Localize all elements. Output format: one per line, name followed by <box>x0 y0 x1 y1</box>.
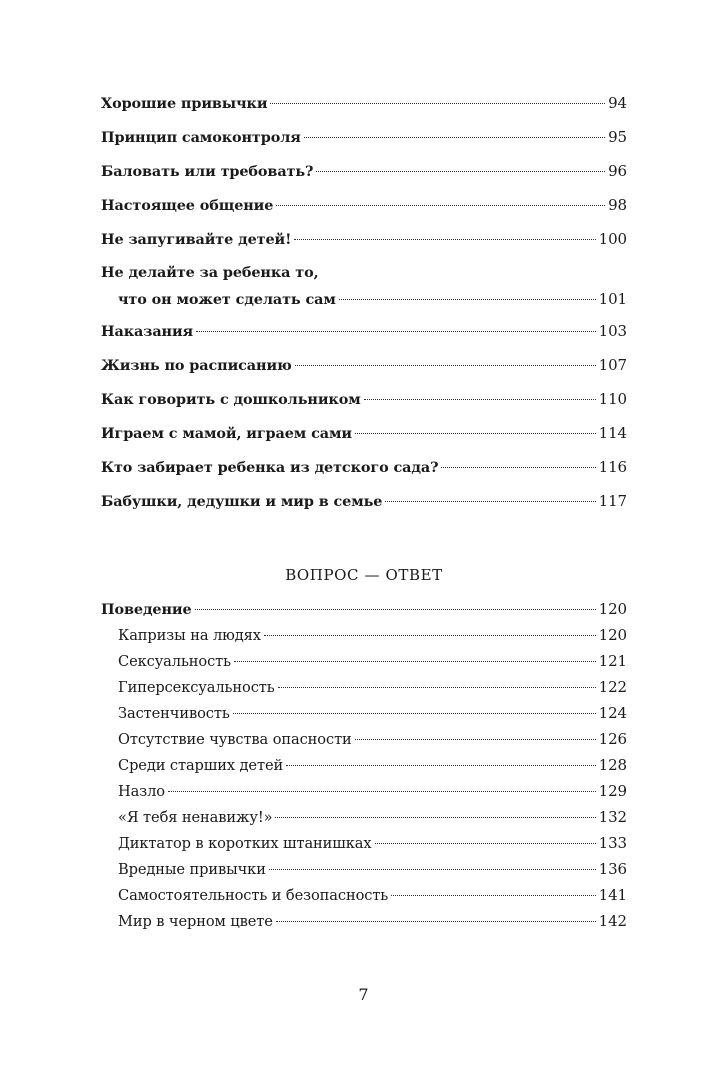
toc-entry-page: 124 <box>598 704 627 722</box>
toc-entry <box>101 390 627 408</box>
dot-leader <box>234 661 596 662</box>
toc-subentry <box>118 782 627 800</box>
toc-entry-title: Сексуальность <box>118 653 232 670</box>
dot-leader <box>385 501 595 502</box>
toc-entry-title: Отсутствие чувства опасности <box>118 731 352 748</box>
toc-entry-title: Гиперсексуальность <box>118 679 275 696</box>
dot-leader <box>195 609 596 610</box>
toc-entry-page: 110 <box>598 390 627 408</box>
toc-subentry <box>118 730 627 748</box>
dot-leader <box>295 365 596 366</box>
dot-leader <box>294 239 595 240</box>
toc-entry-title: Наказания <box>101 323 194 340</box>
toc-entry-page: 117 <box>598 492 627 510</box>
toc-subentry <box>118 860 627 878</box>
dot-leader <box>339 299 596 300</box>
toc-entry-title: Капризы на людях <box>118 627 261 644</box>
toc-entry-title: Самостоятельность и безопасность <box>118 887 389 904</box>
toc-entry-page: 98 <box>608 196 627 214</box>
toc-entry <box>101 458 627 476</box>
dot-leader <box>316 171 605 172</box>
dot-leader <box>355 739 596 740</box>
dot-leader <box>275 817 595 818</box>
toc-entry-title: Не запугивайте детей! <box>101 231 292 248</box>
toc-entry-title: Принцип самоконтроля <box>101 129 301 146</box>
toc-entry <box>101 196 627 214</box>
toc-entry-title: Вредные привычки <box>118 861 266 878</box>
toc-subentry <box>118 808 627 826</box>
toc-subentry <box>118 756 627 774</box>
toc-entry-page: 141 <box>598 886 627 904</box>
toc-subentry <box>118 626 627 644</box>
toc-entry-page: 121 <box>598 652 627 670</box>
toc-entry-title: Как говорить с дошкольником <box>101 391 361 408</box>
toc-entry-first-line <box>101 264 627 281</box>
dot-leader <box>441 467 595 468</box>
toc-entry-page: 101 <box>598 290 627 308</box>
toc-entry-page: 128 <box>598 756 627 774</box>
dot-leader <box>375 843 596 844</box>
toc-entry <box>101 492 627 510</box>
toc-entry-page: 120 <box>598 626 627 644</box>
toc-entry-title: Кто забирает ребенка из детского сада? <box>101 459 439 476</box>
toc-entry-page: 103 <box>598 322 627 340</box>
toc-entry-page: 107 <box>598 356 627 374</box>
toc-entry-page: 133 <box>598 834 627 852</box>
toc-entry-page: 132 <box>598 808 627 826</box>
toc-entry-title: Поведение <box>101 601 192 618</box>
toc-entry-page: 142 <box>598 912 627 930</box>
toc-entry-title: Настоящее общение <box>101 197 274 214</box>
toc-entry <box>101 128 627 146</box>
toc-section-heading <box>101 600 627 618</box>
toc-entry <box>101 322 627 340</box>
toc-entry-title: Играем с мамой, играем сами <box>101 425 352 442</box>
toc-entry-page: 136 <box>598 860 627 878</box>
page-number: 7 <box>358 985 369 1004</box>
toc-entry-title: Мир в черном цвете <box>118 913 273 930</box>
toc-entry <box>101 94 627 112</box>
toc-entry-page: 116 <box>598 458 627 476</box>
toc-entry <box>118 290 627 308</box>
toc-entry-page: 129 <box>598 782 627 800</box>
toc-entry <box>101 356 627 374</box>
toc-entry-page: 96 <box>608 162 627 180</box>
dot-leader <box>278 687 596 688</box>
dot-leader <box>286 765 596 766</box>
toc-entry-title: что он может сделать сам <box>118 291 336 308</box>
toc-entry <box>101 230 627 248</box>
dot-leader <box>168 791 596 792</box>
toc-subentry <box>118 678 627 696</box>
toc-entry-title: Диктатор в коротких штанишках <box>118 835 372 852</box>
toc-entry-title: Застенчивость <box>118 705 230 722</box>
toc-entry-title-line1: Не делайте за ребенка то, <box>101 264 319 281</box>
toc-subentry <box>118 704 627 722</box>
toc-subentry <box>118 834 627 852</box>
section-title: ВОПРОС — ОТВЕТ <box>285 566 443 584</box>
dot-leader <box>276 205 605 206</box>
toc-subentry <box>118 886 627 904</box>
toc-entry-title: Бабушки, дедушки и мир в семье <box>101 493 383 510</box>
toc-entry-page: 100 <box>598 230 627 248</box>
dot-leader <box>304 137 605 138</box>
toc-entry-page: 120 <box>598 600 627 618</box>
toc-entry-page: 94 <box>608 94 627 112</box>
dot-leader <box>196 331 596 332</box>
dot-leader <box>364 399 596 400</box>
toc-entry-page: 126 <box>598 730 627 748</box>
dot-leader <box>391 895 596 896</box>
table-of-contents <box>101 0 627 1080</box>
dot-leader <box>270 103 605 104</box>
toc-entry <box>101 424 627 442</box>
toc-entry-title: Баловать или требовать? <box>101 163 314 180</box>
toc-entry-title: Хорошие привычки <box>101 95 268 112</box>
toc-entry-title: Назло <box>118 783 165 800</box>
dot-leader <box>233 713 596 714</box>
toc-entry-title: Жизнь по расписанию <box>101 357 292 374</box>
toc-entry-page: 95 <box>608 128 627 146</box>
dot-leader <box>355 433 596 434</box>
toc-subentry <box>118 912 627 930</box>
dot-leader <box>269 869 596 870</box>
toc-entry-page: 122 <box>598 678 627 696</box>
dot-leader <box>276 921 596 922</box>
toc-subentry <box>118 652 627 670</box>
toc-entry-title: «Я тебя ненавижу!» <box>118 809 273 826</box>
toc-entry-page: 114 <box>598 424 627 442</box>
toc-entry <box>101 162 627 180</box>
dot-leader <box>264 635 596 636</box>
toc-entry-title: Среди старших детей <box>118 757 284 774</box>
